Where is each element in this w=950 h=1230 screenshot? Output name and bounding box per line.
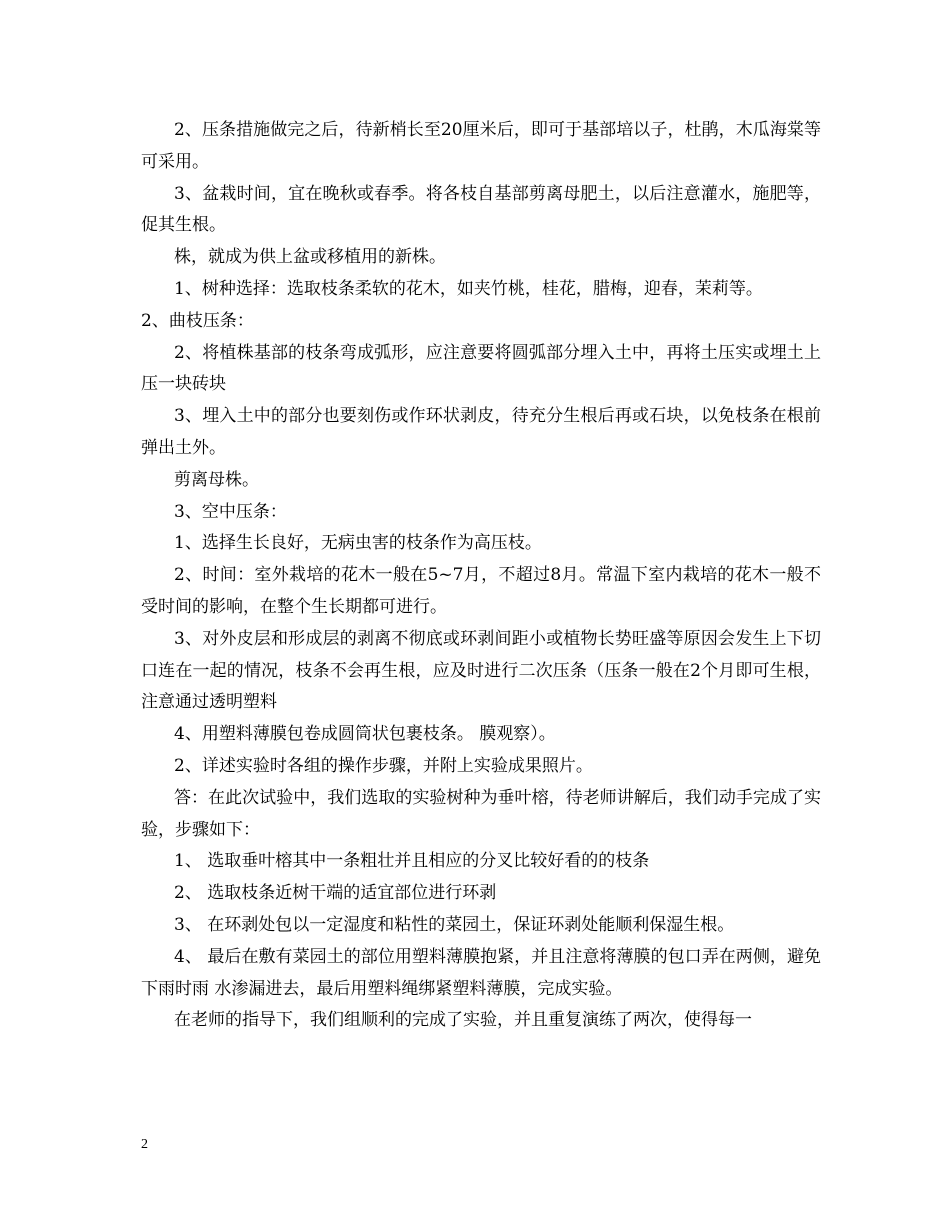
paragraph-5: 2、曲枝压条：: [141, 310, 254, 331]
paragraph-11: 2、时间：室外栽培的花木一般在5~7月，不超过8月。常温下室内栽培的花木一般不受时间的影响，在整个生长期都可进行。: [141, 565, 821, 617]
paragraph-18: 3、 在环剥处包以一定湿度和粘性的菜园土，保证环剥处能顺利保湿生根。: [174, 914, 735, 935]
paragraph-20: 在老师的指导下，我们组顺利的完成了实验，并且重复演练了两次，使得每一: [174, 1010, 752, 1031]
paragraph-6: 2、将植株基部的枝条弯成弧形，应注意要将圆弧部分埋入土中，再将土压实或埋土上压一块砖块: [141, 342, 821, 395]
paragraph-17: 2、 选取枝条近树干端的适宜部位进行环剥: [174, 883, 497, 904]
paragraph-4: 1、树种选择：选取枝条柔软的花木，如夹竹桃，桂花，腊梅，迎春，茉莉等。: [174, 278, 763, 299]
paragraph-10: 1、选择生长良好，无病虫害的枝条作为高压枝。: [174, 533, 542, 554]
paragraph-8: 剪离母株。: [174, 469, 259, 490]
paragraph-1: 2、压条措施做完之后，待新梢长至20厘米后，即可于基部培以子，杜鹃，木瓜海棠等可采用。: [141, 120, 821, 172]
page-number: 2: [141, 1137, 148, 1152]
paragraph-15: 答：在此次试验中，我们选取的实验树种为垂叶榕，待老师讲解后，我们动手完成了实验，步骤如下：: [141, 787, 821, 840]
paragraph-7: 3、埋入土中的部分也要刻伤或作环状剥皮，待充分生根后再或石块，以免枝条在根前弹出土外。: [141, 406, 821, 458]
paragraph-12: 3、对外皮层和形成层的剥离不彻底或环剥间距小或植物长势旺盛等原因会发生上下切口连在一起的情况，枝条不会再生根，应及时进行二次压条（压条一般在2个月即可生根，注意通过透明塑料: [141, 628, 821, 713]
paragraph-16: 1、 选取垂叶榕其中一条粗壮并且相应的分叉比较好看的的枝条: [174, 851, 650, 872]
paragraph-14: 2、详述实验时各组的操作步骤，并附上实验成果照片。: [174, 755, 593, 776]
paragraph-2: 3、盆栽时间，宜在晚秋或春季。将各枝自基部剪离母肥土，以后注意灌水，施肥等，促其生根。: [141, 183, 821, 236]
body-text: [141, 115, 821, 1037]
paragraph-3: 株，就成为供上盆或移植用的新株。: [174, 247, 446, 268]
paragraph-9: 3、空中压条：: [174, 501, 287, 522]
paragraph-19: 4、 最后在敷有菜园土的部位用塑料薄膜抱紧，并且注意将薄膜的包口弄在两侧，避免下雨时雨 水渗漏进去，最后用塑料绳绑紧塑料薄膜，完成实验。: [141, 946, 821, 999]
paragraph-13: 4、用塑料薄膜包卷成圆筒状包裹枝条。 膜观察）。: [174, 724, 556, 745]
